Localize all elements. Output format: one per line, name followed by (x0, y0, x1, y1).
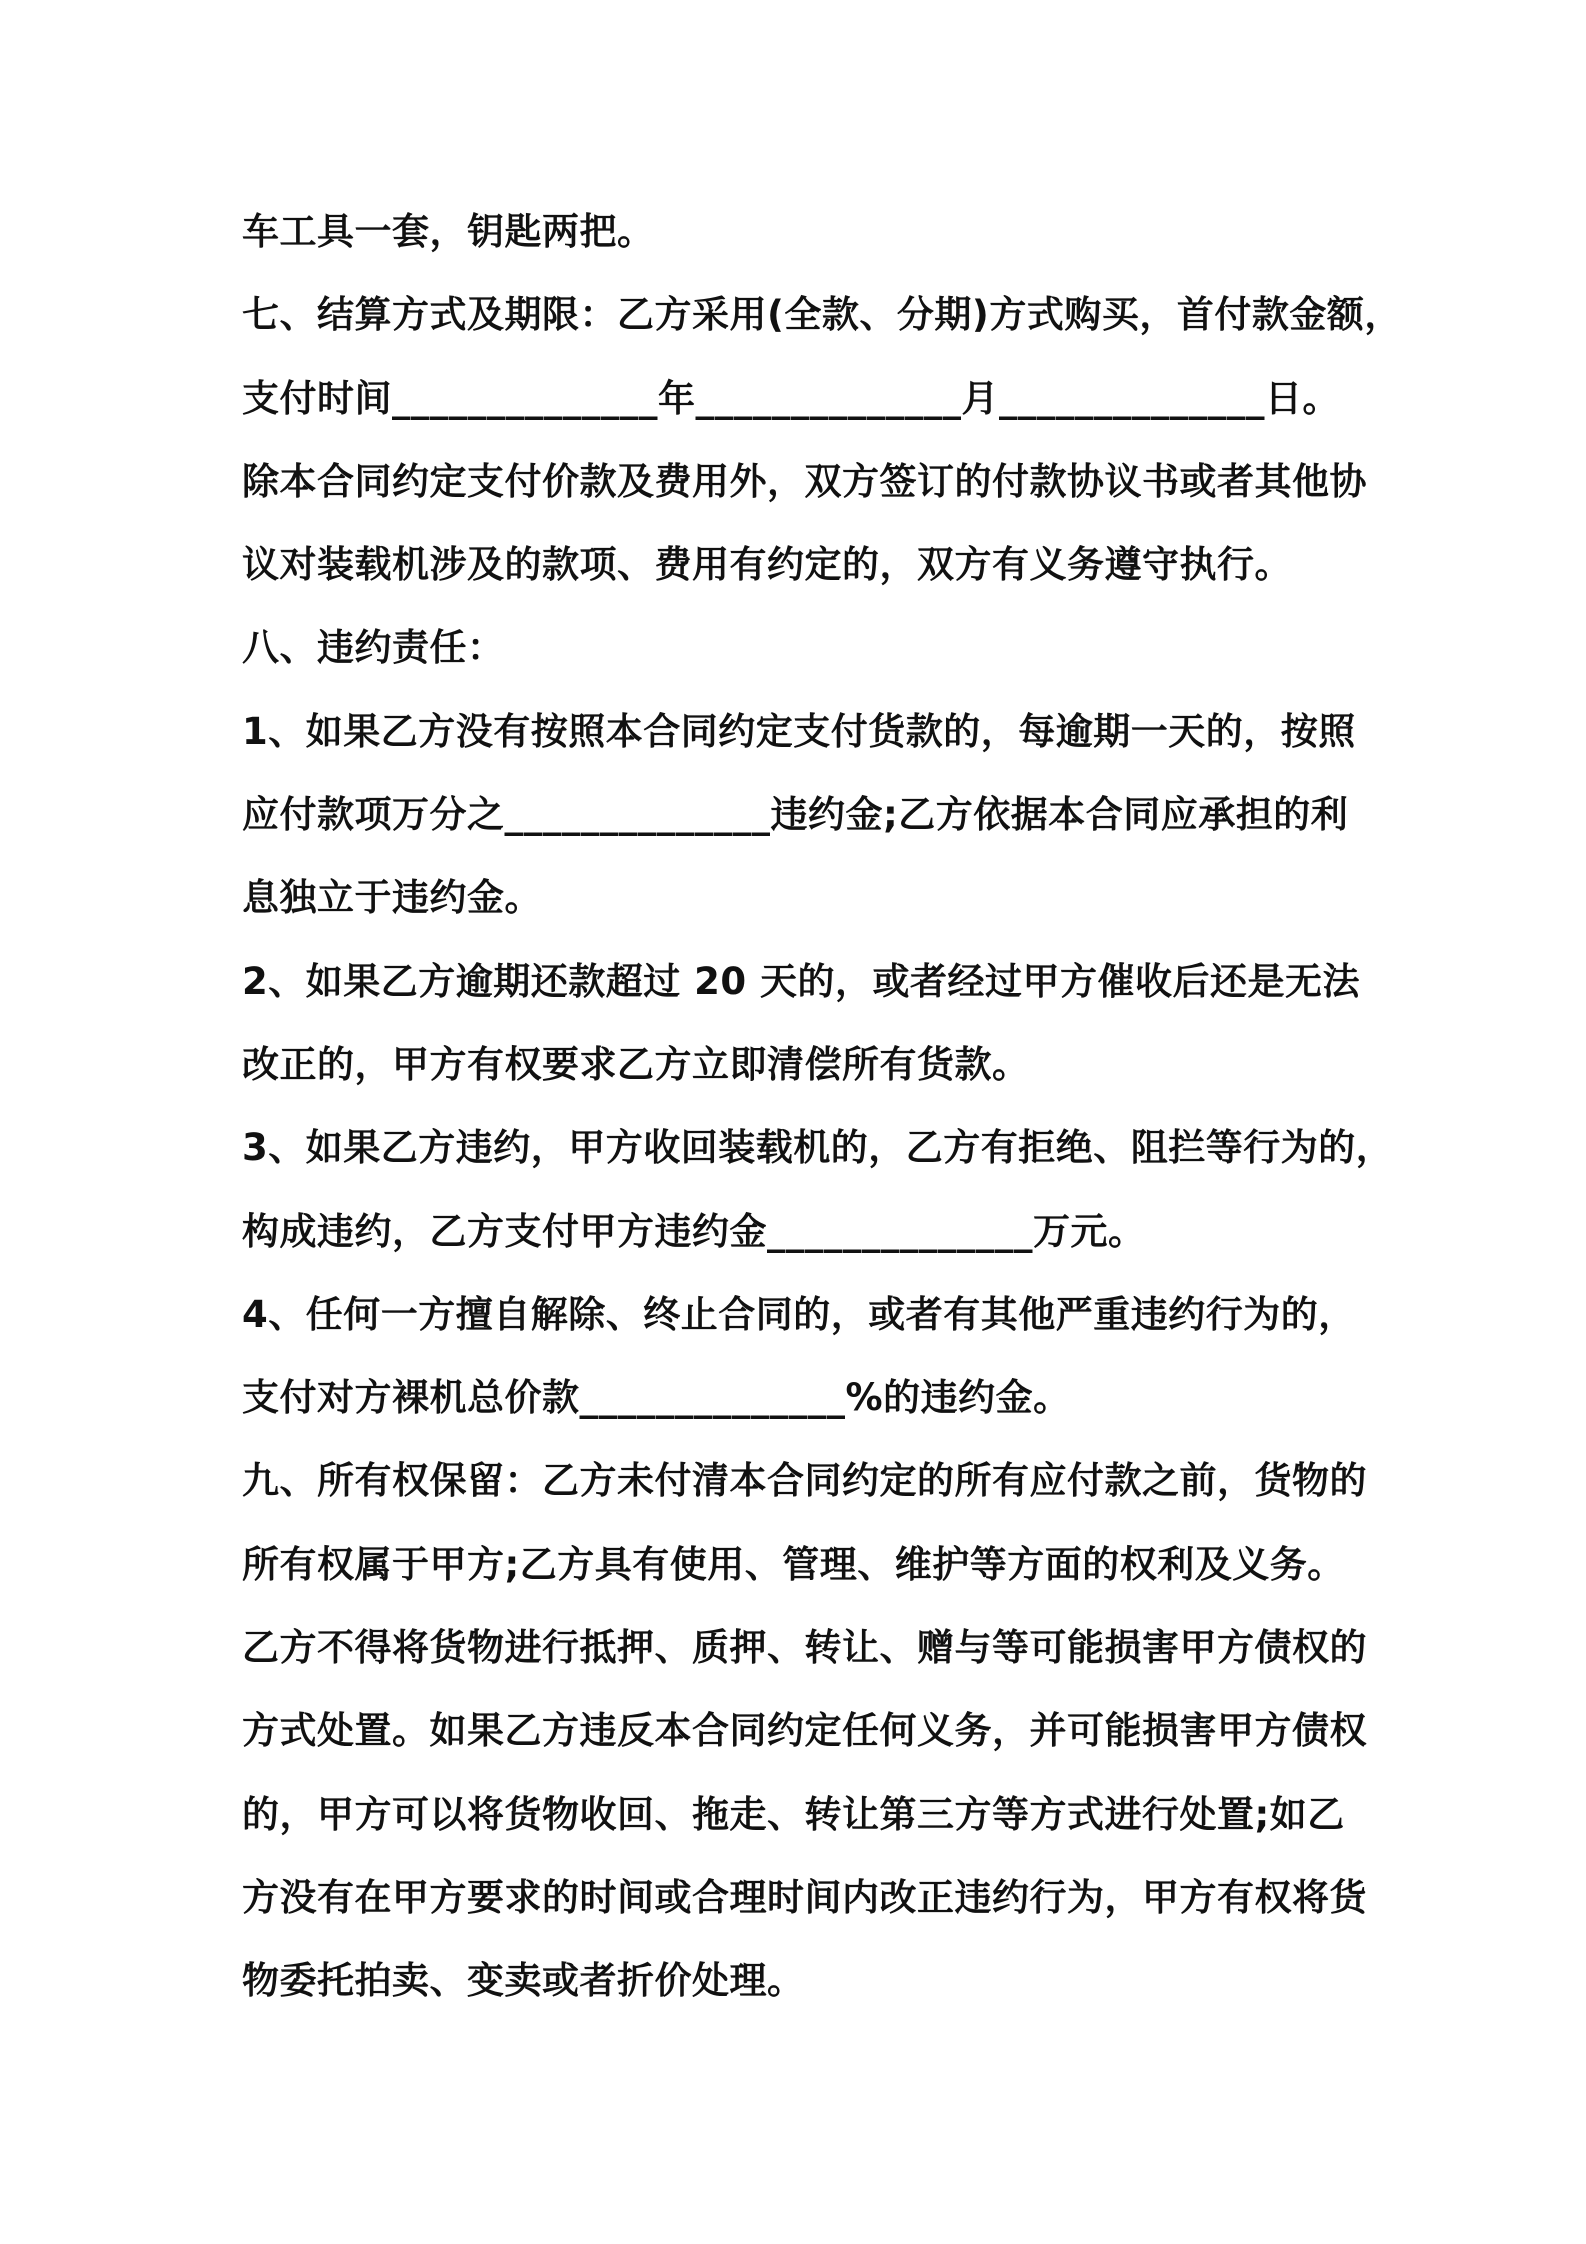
text-line: 除本合同约定支付价款及费用外，双方签订的付款协议书或者其他协 (242, 459, 1367, 503)
text-line: 七、结算方式及期限：乙方采用(全款、分期)方式购买，首付款金额， (242, 293, 1402, 337)
text-line: 的，甲方可以将货物收回、拖走、转让第三方等方式进行处置;如乙 (242, 1792, 1345, 1836)
text-line: 4、任何一方擅自解除、终止合同的，或者有其他严重违约行为的， (242, 1292, 1356, 1336)
text-line: 构成违约，乙方支付甲方违约金______________万元。 (242, 1209, 1146, 1253)
text-line: 支付时间______________年______________月______________日。 (242, 376, 1340, 420)
text-line: 车工具一套，钥匙两把。 (242, 210, 655, 253)
text-line: 九、所有权保留：乙方未付清本合同约定的所有应付款之前，货物的 (242, 1459, 1367, 1503)
text-line: 应付款项万分之______________违约金;乙方依据本合同应承担的利 (242, 793, 1349, 837)
contract-text-body (242, 190, 1402, 2023)
text-line: 方没有在甲方要求的时间或合理时间内改正违约行为，甲方有权将货 (242, 1875, 1367, 1919)
text-line: 所有权属于甲方;乙方具有使用、管理、维护等方面的权利及义务。 (242, 1542, 1345, 1586)
text-line: 1、如果乙方没有按照本合同约定支付货款的，每逾期一天的，按照 (242, 709, 1356, 753)
section-heading: 八、违约责任： (242, 626, 505, 670)
text-line: 乙方不得将货物进行抵押、质押、转让、赠与等可能损害甲方债权的 (242, 1626, 1367, 1670)
text-line: 改正的，甲方有权要求乙方立即清偿所有货款。 (242, 1042, 1030, 1086)
text-line: 物委托拍卖、变卖或者折价处理。 (242, 1959, 805, 2003)
text-line: 支付对方裸机总价款______________%的违约金。 (242, 1376, 1071, 1420)
text-line: 方式处置。如果乙方违反本合同约定任何义务，并可能损害甲方债权 (242, 1709, 1367, 1753)
text-line: 议对装载机涉及的款项、费用有约定的，双方有义务遵守执行。 (242, 543, 1292, 587)
text-line: 息独立于违约金。 (242, 876, 542, 920)
text-line: 3、如果乙方违约，甲方收回装载机的，乙方有拒绝、阻拦等行为的， (242, 1126, 1394, 1170)
text-line: 2、如果乙方逾期还款超过 20 天的，或者经过甲方催收后还是无法 (242, 959, 1360, 1003)
